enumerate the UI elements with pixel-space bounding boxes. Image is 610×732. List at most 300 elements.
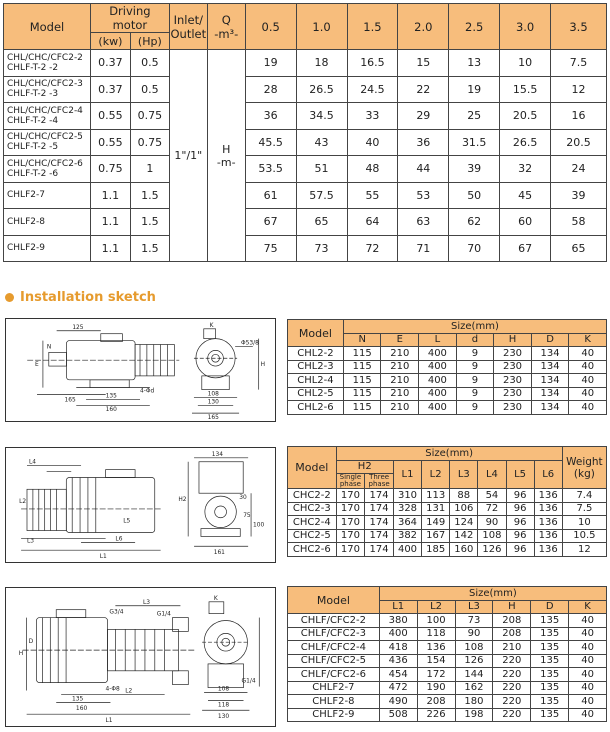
head-cell: 20.5 <box>500 103 551 130</box>
table-cell: 9 <box>456 401 494 415</box>
table-cell: CHLF/CFC2-5 <box>288 654 380 668</box>
table-cell: 115 <box>343 401 381 415</box>
table-cell: 135 <box>531 695 569 709</box>
model-name: CHLF2-8 <box>7 216 45 227</box>
head-cell: 36 <box>398 129 449 156</box>
table-cell: CHL2-5 <box>288 387 344 401</box>
perf-body <box>4 50 607 262</box>
section-heading <box>5 290 156 305</box>
table-cell: 230 <box>494 360 532 374</box>
bullet-icon <box>5 293 14 302</box>
table-row <box>288 529 607 543</box>
svg-text:H: H <box>260 362 266 369</box>
col-header: E <box>381 333 419 347</box>
col-header: L2 <box>422 460 450 489</box>
svg-text:L1: L1 <box>99 554 107 561</box>
table-cell: 10.5 <box>562 529 606 543</box>
dimension-table-chc <box>287 446 607 557</box>
head-cell: 70 <box>449 235 500 262</box>
svg-text:G1/4: G1/4 <box>241 678 256 685</box>
table-cell: 400 <box>379 627 417 641</box>
table-cell: 230 <box>494 401 532 415</box>
table-row <box>4 209 607 236</box>
table-cell: 96 <box>506 516 534 530</box>
head-cell: 31.5 <box>449 129 500 156</box>
kw-cell: 0.37 <box>90 76 130 103</box>
model-header: Model <box>288 320 344 347</box>
svg-text:165: 165 <box>207 415 219 421</box>
table-cell: 149 <box>422 516 450 530</box>
head-cell: 22 <box>398 76 449 103</box>
model-cell <box>4 182 91 209</box>
table-cell: 220 <box>493 708 531 722</box>
col-header: L3 <box>450 460 478 489</box>
flow-header: 2.0 <box>398 4 449 50</box>
table-cell: 226 <box>417 708 455 722</box>
table-cell: CHL2-2 <box>288 347 344 361</box>
model-name: CHLF-T-2 -3 <box>7 89 59 100</box>
table-cell: 160 <box>450 543 478 557</box>
table-cell: 9 <box>456 387 494 401</box>
table-cell: CHLF/CFC2-6 <box>288 668 380 682</box>
head-cell: 43 <box>296 129 347 156</box>
table-cell: 174 <box>365 529 394 543</box>
head-cell: 51 <box>296 156 347 183</box>
svg-text:118: 118 <box>217 702 230 709</box>
hp-cell: 0.75 <box>130 103 169 130</box>
svg-text:L2: L2 <box>19 499 27 506</box>
svg-text:L3: L3 <box>26 538 35 545</box>
table-cell: 131 <box>422 502 450 516</box>
table-cell: 115 <box>343 374 381 388</box>
head-cell: 32 <box>500 156 551 183</box>
table-cell: 96 <box>506 502 534 516</box>
table-cell: 106 <box>450 502 478 516</box>
svg-text:Φ53/8: Φ53/8 <box>241 340 259 347</box>
table-cell: 135 <box>531 668 569 682</box>
model-cell <box>4 235 91 262</box>
svg-text:G1/4: G1/4 <box>156 611 171 618</box>
table-cell: CHLF/CFC2-3 <box>288 627 380 641</box>
svg-text:160: 160 <box>75 706 88 713</box>
size-header: Size(mm) <box>336 447 562 461</box>
col-header: L1 <box>379 600 417 614</box>
table-cell: 73 <box>455 614 493 628</box>
table-cell: 328 <box>393 502 421 516</box>
flow-header: 2.5 <box>449 4 500 50</box>
head-cell: 34.5 <box>296 103 347 130</box>
h2-header: H2 <box>336 460 393 474</box>
table-cell: CHLF2-7 <box>288 681 380 695</box>
model-name: CHLF2-7 <box>7 190 45 201</box>
table-cell: 126 <box>455 654 493 668</box>
model-cell <box>4 50 91 77</box>
table-cell: 72 <box>478 502 506 516</box>
table-cell: CHC2-6 <box>288 543 337 557</box>
model-name: CHLF-T-2 -6 <box>7 168 59 179</box>
col-header: H <box>493 600 531 614</box>
table-cell: 136 <box>417 641 455 655</box>
kw-cell: 1.1 <box>90 235 130 262</box>
table-header-row <box>288 320 607 334</box>
table-row <box>288 695 607 709</box>
table-cell: CHLF2-8 <box>288 695 380 709</box>
col-header: L2 <box>417 600 455 614</box>
table-row <box>288 489 607 503</box>
table-cell: 96 <box>506 543 534 557</box>
three-phase-header: Three phase <box>365 474 394 489</box>
table-cell: 124 <box>450 516 478 530</box>
head-cell: 24.5 <box>347 76 398 103</box>
table-cell: 40 <box>569 654 607 668</box>
table-row <box>288 614 607 628</box>
table-cell: 134 <box>531 360 569 374</box>
table-cell: 115 <box>343 360 381 374</box>
table-cell: 108 <box>455 641 493 655</box>
model-name: CHL/CHC/CFC2-3 <box>7 79 83 90</box>
table-cell: 40 <box>569 641 607 655</box>
table-cell: 364 <box>393 516 421 530</box>
table-cell: CHLF2-9 <box>288 708 380 722</box>
table-cell: 40 <box>569 401 607 415</box>
table-row <box>4 50 607 77</box>
single-phase-header: Single phase <box>336 474 365 489</box>
flow-header: 1.5 <box>347 4 398 50</box>
table-cell: 174 <box>365 489 394 503</box>
installation-sketch-1 <box>5 318 276 422</box>
table-cell: 40 <box>569 708 607 722</box>
table-cell: 220 <box>493 681 531 695</box>
hp-cell: 0.5 <box>130 76 169 103</box>
inlet-outlet-cell: 1"/1" <box>169 50 207 262</box>
hp-header: (Hp) <box>130 33 169 50</box>
head-cell: 57.5 <box>296 182 347 209</box>
hp-cell: 1 <box>130 156 169 183</box>
head-cell: 65 <box>551 235 607 262</box>
table-cell: 136 <box>534 502 562 516</box>
table-cell: 54 <box>478 489 506 503</box>
table-cell: 400 <box>419 401 457 415</box>
head-cell: 19 <box>245 50 296 77</box>
model-name: CHLF-T-2 -4 <box>7 115 59 126</box>
svg-text:75: 75 <box>243 512 251 519</box>
table-row <box>288 681 607 695</box>
head-cell: 33 <box>347 103 398 130</box>
table-row <box>288 641 607 655</box>
head-cell: 26.5 <box>500 129 551 156</box>
head-cell: 53 <box>398 182 449 209</box>
svg-text:K: K <box>209 322 214 329</box>
table-cell: 7.4 <box>562 489 606 503</box>
head-cell: 72 <box>347 235 398 262</box>
table-cell: 136 <box>534 489 562 503</box>
table-cell: CHC2-3 <box>288 502 337 516</box>
table-header-row <box>288 587 607 601</box>
inlet-outlet-header: Inlet/ Outlet <box>169 4 207 50</box>
model-header: Model <box>4 4 91 50</box>
table-cell: CHL2-4 <box>288 374 344 388</box>
col-header: L6 <box>534 460 562 489</box>
head-cell: 50 <box>449 182 500 209</box>
table-cell: 88 <box>450 489 478 503</box>
svg-text:125: 125 <box>72 324 84 331</box>
head-cell: 25 <box>449 103 500 130</box>
dimension-table-chlf <box>287 586 607 722</box>
head-cell: 67 <box>245 209 296 236</box>
table-cell: 230 <box>494 374 532 388</box>
table-cell: 210 <box>381 401 419 415</box>
svg-text:H2: H2 <box>178 497 187 504</box>
head-cell: 24 <box>551 156 607 183</box>
table-cell: 9 <box>456 360 494 374</box>
svg-text:30: 30 <box>239 495 247 502</box>
flow-q-header: Q -m³- <box>207 4 245 50</box>
svg-text:E: E <box>35 362 39 369</box>
table-cell: 135 <box>531 641 569 655</box>
table-row <box>288 374 607 388</box>
head-cell: 48 <box>347 156 398 183</box>
kw-cell: 0.55 <box>90 129 130 156</box>
flow-header: 3.0 <box>500 4 551 50</box>
table-row <box>288 401 607 415</box>
table-row <box>288 360 607 374</box>
model-header: Model <box>288 447 337 489</box>
svg-text:L4: L4 <box>28 459 36 466</box>
table-cell: 40 <box>569 360 607 374</box>
head-cell: 53.5 <box>245 156 296 183</box>
pump-drawing-chl <box>6 319 275 421</box>
svg-text:108: 108 <box>207 391 219 398</box>
table-cell: 135 <box>531 654 569 668</box>
weight-header: Weight (kg) <box>562 447 606 489</box>
svg-text:135: 135 <box>71 696 84 703</box>
table-cell: 400 <box>419 387 457 401</box>
svg-text:H: H <box>18 651 24 658</box>
svg-text:108: 108 <box>217 686 230 693</box>
table-cell: 180 <box>455 695 493 709</box>
table-cell: 12 <box>562 543 606 557</box>
table-cell: 382 <box>393 529 421 543</box>
col-header: H <box>494 333 532 347</box>
model-name: CHLF2-9 <box>7 243 45 254</box>
table-cell: 210 <box>381 360 419 374</box>
table-cell: 40 <box>569 668 607 682</box>
model-name: CHL/CHC/CFC2-6 <box>7 158 83 169</box>
table-cell: 40 <box>569 347 607 361</box>
model-name: CHL/CHC/CFC2-4 <box>7 105 83 116</box>
head-cell: 12 <box>551 76 607 103</box>
svg-text:100: 100 <box>253 522 265 529</box>
pump-drawing-chc <box>6 448 275 562</box>
svg-text:4-Φd: 4-Φd <box>140 388 155 395</box>
hp-cell: 1.5 <box>130 209 169 236</box>
model-name: CHL/CHC/CFC2-5 <box>7 132 83 143</box>
table-cell: 508 <box>379 708 417 722</box>
table-cell: 170 <box>336 543 365 557</box>
table-cell: 220 <box>493 654 531 668</box>
head-cell: 20.5 <box>551 129 607 156</box>
model-cell <box>4 129 91 156</box>
table-row <box>4 76 607 103</box>
head-cell: 71 <box>398 235 449 262</box>
dimension-table-chl <box>287 319 607 415</box>
head-cell: 45.5 <box>245 129 296 156</box>
head-cell: 19 <box>449 76 500 103</box>
table-row <box>288 347 607 361</box>
table-cell: 490 <box>379 695 417 709</box>
table-cell: 220 <box>493 695 531 709</box>
table-cell: 172 <box>417 668 455 682</box>
size-header: Size(mm) <box>343 320 606 334</box>
svg-text:130: 130 <box>217 714 230 721</box>
table-cell: 135 <box>531 614 569 628</box>
performance-table <box>3 3 607 262</box>
table-cell: 7.5 <box>562 502 606 516</box>
table-cell: 40 <box>569 627 607 641</box>
kw-cell: 0.75 <box>90 156 130 183</box>
table-cell: 208 <box>493 627 531 641</box>
table-row <box>288 516 607 530</box>
flow-header: 1.0 <box>296 4 347 50</box>
table-cell: 174 <box>365 516 394 530</box>
table-cell: 40 <box>569 374 607 388</box>
table-cell: 167 <box>422 529 450 543</box>
table-cell: 210 <box>381 347 419 361</box>
size-header: Size(mm) <box>379 587 606 601</box>
head-label: H <box>222 142 231 156</box>
table-cell: 230 <box>494 347 532 361</box>
driving-motor-header: Driving motor <box>90 4 169 33</box>
table-cell: CHL2-6 <box>288 401 344 415</box>
table-cell: 400 <box>419 374 457 388</box>
head-cell: 61 <box>245 182 296 209</box>
model-cell <box>4 209 91 236</box>
svg-text:L2: L2 <box>125 688 133 695</box>
flow-header: 3.5 <box>551 4 607 50</box>
head-cell: 58 <box>551 209 607 236</box>
table-cell: 10 <box>562 516 606 530</box>
table-cell: 100 <box>417 614 455 628</box>
table-row <box>4 182 607 209</box>
kw-cell: 1.1 <box>90 209 130 236</box>
head-cell: 10 <box>500 50 551 77</box>
col-header: N <box>343 333 381 347</box>
hp-cell: 0.5 <box>130 50 169 77</box>
model-cell <box>4 76 91 103</box>
table-cell: 380 <box>379 614 417 628</box>
svg-text:160: 160 <box>105 407 117 414</box>
table-cell: 115 <box>343 387 381 401</box>
flow-header: 0.5 <box>245 4 296 50</box>
table-cell: 454 <box>379 668 417 682</box>
table-cell: 170 <box>336 502 365 516</box>
head-cell: 36 <box>245 103 296 130</box>
kw-cell: 0.55 <box>90 103 130 130</box>
table-cell: 40 <box>569 614 607 628</box>
kw-cell: 1.1 <box>90 182 130 209</box>
table-cell: 170 <box>336 489 365 503</box>
table-cell: 220 <box>493 668 531 682</box>
table-cell: 134 <box>531 374 569 388</box>
kw-header: (kw) <box>90 33 130 50</box>
table-cell: 9 <box>456 347 494 361</box>
svg-text:L3: L3 <box>142 599 151 606</box>
section-title: Installation sketch <box>20 290 156 305</box>
table-row <box>4 235 607 262</box>
table-cell: 472 <box>379 681 417 695</box>
table-cell: CHLF/CFC2-4 <box>288 641 380 655</box>
head-cell: 73 <box>296 235 347 262</box>
head-cell: 16 <box>551 103 607 130</box>
svg-text:135: 135 <box>105 393 117 400</box>
table-row <box>288 502 607 516</box>
table-row <box>288 708 607 722</box>
head-cell: 39 <box>449 156 500 183</box>
table-cell: 210 <box>381 387 419 401</box>
kw-cell: 0.37 <box>90 50 130 77</box>
pump-drawing-chlf <box>6 588 275 726</box>
svg-text:L1: L1 <box>105 718 113 725</box>
table-cell: 134 <box>531 401 569 415</box>
svg-text:165: 165 <box>64 397 76 404</box>
svg-text:D: D <box>28 639 34 646</box>
svg-text:L5: L5 <box>123 518 131 525</box>
table-cell: 40 <box>569 681 607 695</box>
table-cell: 154 <box>417 654 455 668</box>
table-row <box>288 627 607 641</box>
table-cell: 134 <box>531 347 569 361</box>
head-cell: 13 <box>449 50 500 77</box>
table-cell: 400 <box>419 360 457 374</box>
table-row <box>4 156 607 183</box>
table-row <box>288 543 607 557</box>
installation-sketch-3 <box>5 587 276 727</box>
model-name: CHLF-T-2 -2 <box>7 62 59 73</box>
head-cell: 55 <box>347 182 398 209</box>
table-cell: 108 <box>478 529 506 543</box>
table-cell: 230 <box>494 387 532 401</box>
col-header: L <box>419 333 457 347</box>
col-header: K <box>569 600 607 614</box>
table-cell: 400 <box>393 543 421 557</box>
table-cell: CHL2-3 <box>288 360 344 374</box>
head-cell: 39 <box>551 182 607 209</box>
table-cell: CHC2-2 <box>288 489 337 503</box>
table-row <box>4 103 607 130</box>
table-cell: 174 <box>365 543 394 557</box>
table-cell: 40 <box>569 695 607 709</box>
col-header: K <box>569 333 607 347</box>
svg-text:N: N <box>46 344 52 351</box>
hp-cell: 1.5 <box>130 235 169 262</box>
table-cell: 174 <box>365 502 394 516</box>
head-cell: 75 <box>245 235 296 262</box>
col-header: L5 <box>506 460 534 489</box>
table-row <box>4 129 607 156</box>
table-cell: 40 <box>569 387 607 401</box>
table-cell: 436 <box>379 654 417 668</box>
table-cell: 208 <box>493 614 531 628</box>
table-cell: 310 <box>393 489 421 503</box>
head-cell: 60 <box>500 209 551 236</box>
table-cell: CHLF/CFC2-2 <box>288 614 380 628</box>
head-cell: 45 <box>500 182 551 209</box>
table-cell: 210 <box>381 374 419 388</box>
head-cell: 16.5 <box>347 50 398 77</box>
model-name: CHL/CHC/CFC2-2 <box>7 52 83 63</box>
head-label-cell <box>207 50 245 262</box>
table-cell: 136 <box>534 529 562 543</box>
